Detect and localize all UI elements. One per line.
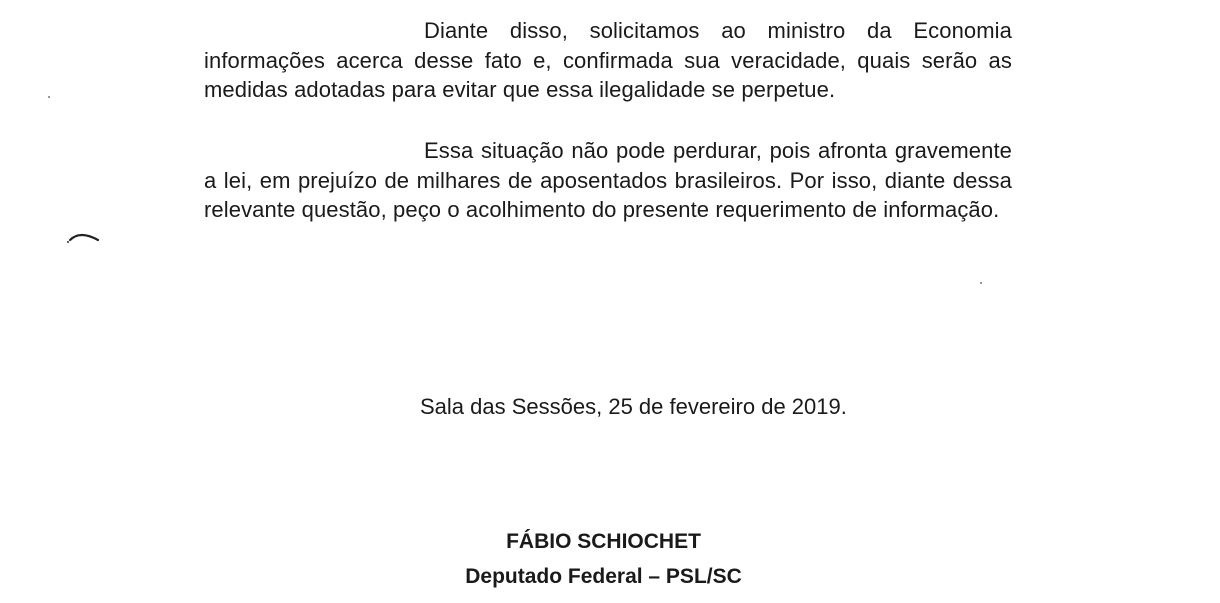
- signatory-role: Deputado Federal – PSL/SC: [465, 565, 742, 588]
- paragraph-justification: Essa situação não pode perdurar, pois afronta gravemente a lei, em prejuízo de milhares de aposentados brasileiros. Por isso, diante dessa relevante questão, peço o acolhimento do presente requerimento de informação.: [204, 138, 1012, 222]
- scan-speck: [48, 96, 50, 98]
- scan-speck: [980, 282, 982, 284]
- paragraph-request: Diante disso, solicitamos ao ministro da Economia informações acerca desse fato e, confirmada sua veracidade, quais serão as medidas adotadas para evitar que essa ilegalidade se perpetue.: [204, 18, 1012, 102]
- closing-date-line: Sala das Sessões, 25 de fevereiro de 2019.: [420, 394, 847, 419]
- scan-artifact-mark: [66, 228, 106, 248]
- signatory-name: FÁBIO SCHIOCHET: [506, 530, 701, 553]
